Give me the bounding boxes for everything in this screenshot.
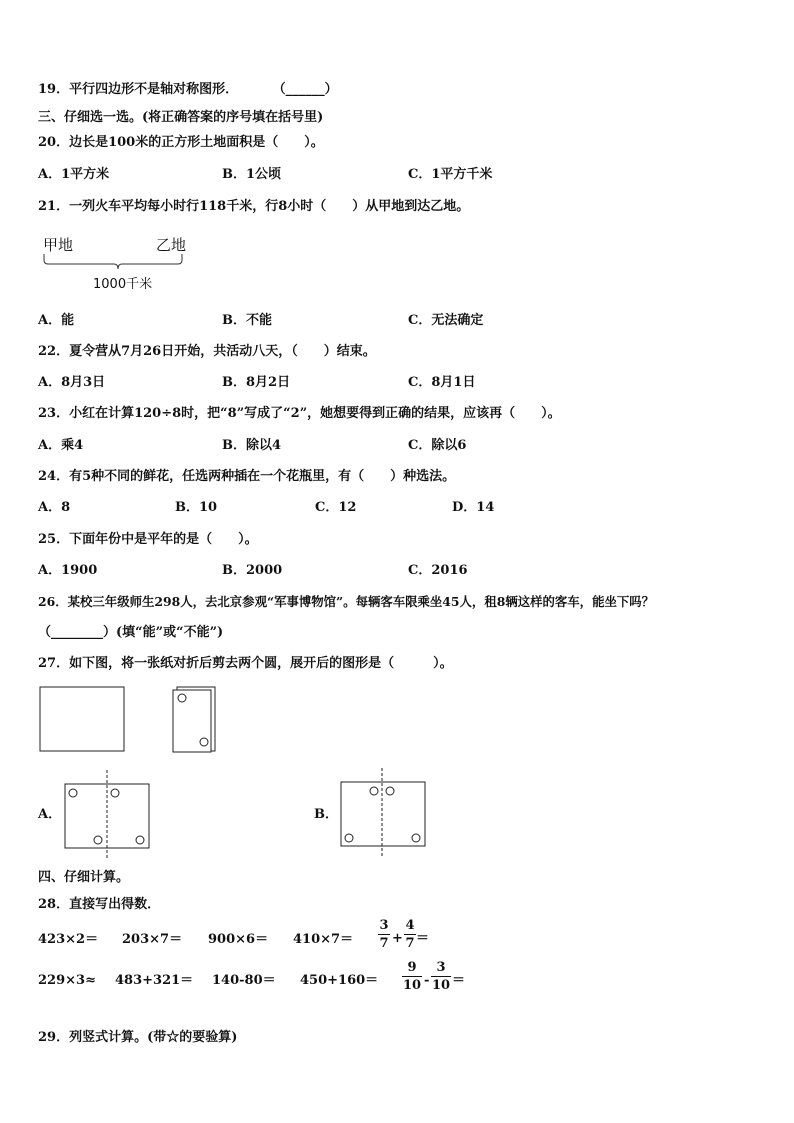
- q19-blank[interactable]: （______）: [272, 82, 338, 97]
- frac1-b: [404, 918, 416, 951]
- q26-answer-line[interactable]: （________）(填“能”或“不能”): [38, 625, 224, 640]
- diagram-label-jiadi: 甲地: [43, 236, 74, 254]
- q23-option-a[interactable]: A．乘4: [38, 438, 84, 453]
- frac1-a-numerator: 3: [379, 918, 389, 933]
- q24-option-c[interactable]: C．12: [315, 500, 357, 515]
- q28-r1-item3[interactable]: 900×6＝: [208, 932, 269, 947]
- q28-r2-item3[interactable]: 140-80＝: [212, 973, 276, 988]
- q22-stem: 22．夏令营从7月26日开始，共活动八天，（ ）结束。: [38, 344, 376, 359]
- q28-r1-item1[interactable]: 423×2＝: [38, 932, 99, 947]
- q19: [38, 82, 338, 98]
- q28-r2-item4[interactable]: 450+160＝: [300, 973, 379, 988]
- q21-stem: 21．一列火车平均每小时行118千米，行8小时（ ）从甲地到达乙地。: [38, 199, 470, 214]
- q21-distance-diagram: [38, 232, 198, 294]
- q24-option-a[interactable]: A．8: [38, 500, 71, 515]
- frac1-b-numerator: 4: [405, 918, 415, 933]
- q20-option-c[interactable]: C．1平方千米: [408, 167, 493, 182]
- diagram-distance-label: 1000千米: [93, 277, 153, 292]
- q27-stem: 27．如下图，将一张纸对折后剪去两个圆，展开后的图形是（ ）。: [38, 656, 453, 671]
- section-4-heading: 四、仔细计算。: [38, 870, 130, 885]
- q26-stem: 26．某校三年级师生298人，去北京参观“军事博物馆”。每辆客车限乘坐45人，租8辆这样的客车，能坐下吗？: [38, 594, 655, 609]
- frac2-b: [431, 960, 451, 993]
- q25-option-c[interactable]: C．2016: [408, 563, 468, 578]
- q25-option-b[interactable]: B．2000: [222, 563, 283, 578]
- frac2-b-numerator: 3: [436, 960, 446, 975]
- frac2-a-denominator: 10: [402, 978, 422, 993]
- frac2-equals: ＝: [452, 973, 466, 988]
- q23-option-c[interactable]: C．除以6: [408, 438, 467, 453]
- frac2-a-numerator: 9: [407, 960, 417, 975]
- frac2-b-denominator: 10: [431, 978, 451, 993]
- q21-option-b[interactable]: B．不能: [222, 313, 272, 328]
- frac1-operator: +: [392, 931, 403, 946]
- q22-option-c[interactable]: C．8月1日: [408, 375, 476, 390]
- q19-text: 19．平行四边形不是轴对称图形．: [38, 82, 239, 97]
- q23-stem: 23．小红在计算120÷8时，把“8”写成了“2”，她想要得到正确的结果，应该再（ ）。: [38, 406, 561, 421]
- frac1-a: [378, 918, 390, 951]
- q27-paper-original: [38, 685, 128, 755]
- frac1-equals: ＝: [416, 931, 430, 946]
- q27-option-a-label[interactable]: A．: [38, 807, 62, 822]
- frac2-a: [402, 960, 422, 993]
- q27-paper-folded: [170, 685, 220, 755]
- diagram-label-yidi: 乙地: [156, 236, 187, 254]
- q28-r2-item2[interactable]: 483+321＝: [115, 973, 194, 988]
- q28-r2-item1[interactable]: 229×3≈: [38, 973, 96, 988]
- q27-option-b-figure[interactable]: [338, 766, 438, 858]
- frac1-b-denominator: 7: [405, 936, 415, 951]
- frac2-operator: -: [424, 973, 430, 988]
- q28-r1-item4[interactable]: 410×7＝: [293, 932, 354, 947]
- frac1-a-denominator: 7: [379, 936, 389, 951]
- q20-stem: 20．边长是100米的正方形土地面积是（ ）。: [38, 135, 324, 150]
- q27-option-a-figure[interactable]: [62, 768, 162, 860]
- q25-stem: 25．下面年份中是平年的是（ ）。: [38, 532, 258, 547]
- q20-option-b[interactable]: B．1公顷: [222, 167, 282, 182]
- q20-option-a[interactable]: A．1平方米: [38, 167, 110, 182]
- section-3-heading: 三、仔细选一选。(将正确答案的序号填在括号里): [38, 110, 324, 125]
- q29-stem: 29．列竖式计算。(带☆的要验算): [38, 1030, 238, 1045]
- q27-option-b-label[interactable]: B．: [314, 807, 338, 822]
- q24-option-d[interactable]: D．14: [452, 500, 495, 515]
- q25-option-a[interactable]: A．1900: [38, 563, 98, 578]
- q22-option-b[interactable]: B．8月2日: [222, 375, 291, 390]
- q28-r1-item2[interactable]: 203×7＝: [122, 932, 183, 947]
- q21-option-a[interactable]: A．能: [38, 313, 75, 328]
- q28-stem: 28．直接写出得数．: [38, 897, 161, 912]
- q22-option-a[interactable]: A．8月3日: [38, 375, 106, 390]
- q23-option-b[interactable]: B．除以4: [222, 438, 282, 453]
- q24-stem: 24．有5种不同的鲜花，任选两种插在一个花瓶里，有（ ）种选法。: [38, 469, 456, 484]
- q24-option-b[interactable]: B．10: [175, 500, 218, 515]
- q21-option-c[interactable]: C．无法确定: [408, 313, 484, 328]
